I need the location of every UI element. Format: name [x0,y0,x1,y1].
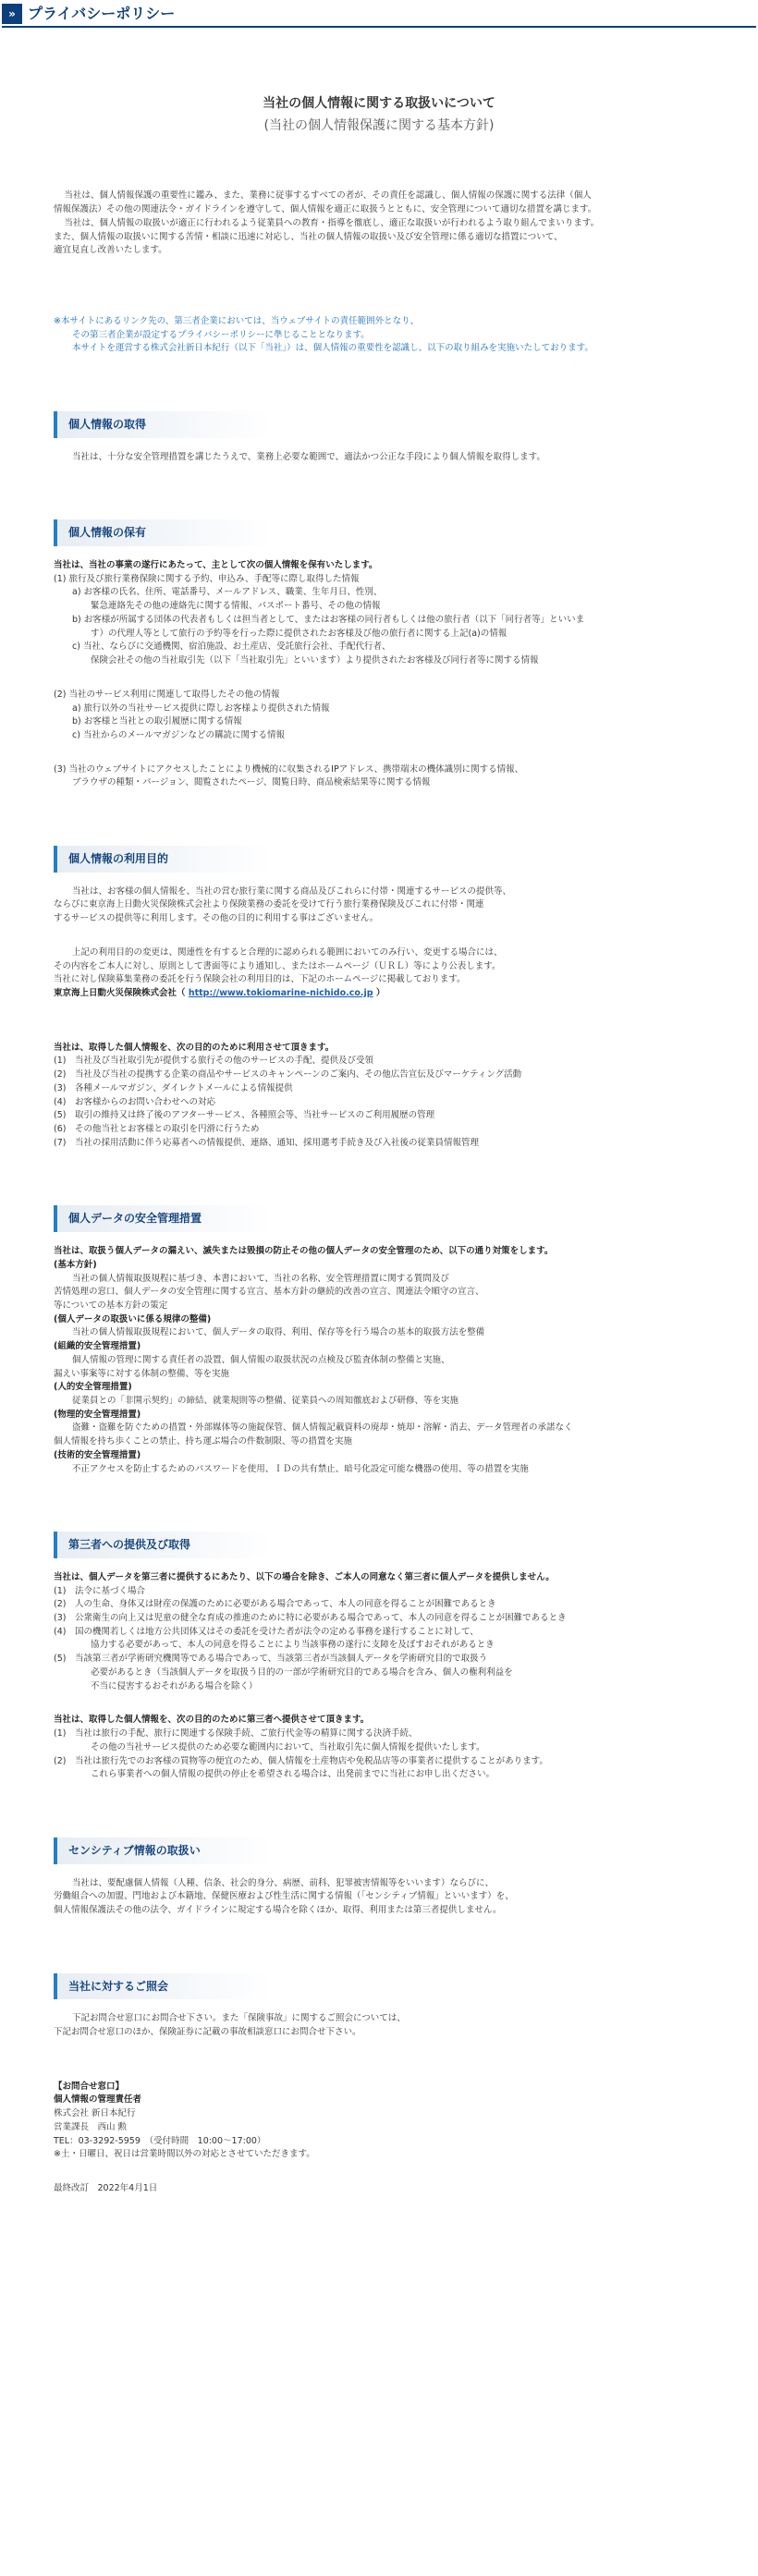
section-title-retention: 個人情報の保有 [54,519,273,546]
section-title-purpose: 個人情報の利用目的 [54,846,273,873]
page-title: プライバシーポリシー [28,4,176,22]
last-updated: 最終改訂 2022年4月1日 [54,2183,158,2194]
intro-paragraph: 当社は、個人情報保護の重要性に鑑み、また、業務に従事するすべての者が、その責任を認識し、個人情報の保護に関する法律（個人 情報保護法）その他の関連法令・ガイドラインを遵守して、個人情報を適正に取扱うとともに、安全管理について適切な措置を講じます。 当社は、個人情報の取扱いが適正に行われるよう従業員への教育・指導を徹底し、適正な取扱いが行われるよう取り組んでまいります。 また、個人情報の取扱いに関する苦情・相談に迅速に対応し、当社の個人情報の取扱い及び安全管理に係る適切な措置について、 適宜見直し改善いたします。 [54,190,600,256]
section-title-sensitive: センシティブ情報の取扱い [54,1837,273,1864]
section-body-retention: 当社は、当社の事業の遂行にあたって、主として次の個人情報を保有いたします。 (1) 旅行及び旅行業務保険に関する予約、申込み、手配等に際し取得した情報 a) お客様の氏名、住所、電話番号、メールアドレス、職業、生年月日、性別、 緊急連絡先その他の連絡先に関する情報、パスポート番号、その他の情報 b) お客様が所属する団体の代表者もしくは担当者として、またはお客様の同行者もしくは他の旅行者（以下「同行者等」といいま す）の代理人等として旅行の予約等を行った際に提供されたお客様及び他の旅行者に関する上記(a)の情報 c) 当社、ならびに交通機関、宿泊施設、お土産店、受託旅行会社、手配代行者、 保険会社その他の当社取引先（以下「当社取引先」といいます）より提供されたお客様及び同行者等に関する情報 (2) 当社のサービス利用に関連して取得したその他の情報 a) 旅行以外の当社サービス提供に際しお客様より提供された情報 b) お客様と当社との取引履歴に関する情報 c) 当社からのメールマガジンなどの購読に関する情報 (3) 当社のウェブサイトにアクセスしたことにより機械的に収集されるIPアドレス、携帯端末の機体識別に関する情報、 ブラウザの種類・バージョン、閲覧されたページ、閲覧日時、商品検索結果等に関する情報 [54,560,585,788]
insurer-line: 東京海上日動火災保険株式会社（ http://www.tokiomarine-nichido.co.jp ） [54,988,385,998]
section-title-third-party: 第三者への提供及び取得 [54,1532,273,1558]
insurer-link[interactable]: http://www.tokiomarine-nichido.co.jp [188,988,373,998]
contact-person: 営業課長 西山 勲 [54,2121,128,2132]
section-body-acquisition: 当社は、十分な安全管理措置を講じたうえで、業務上必要な範囲で、適法かつ公正な手段により個人情報を取得します。 [72,451,545,462]
link-notice: ※本サイトにあるリンク先の、第三者企業においては、当ウェブサイトの責任範囲外となり、 その第三者企業が設定するプライバシーポリシーに準じることとなります。 本サイトを運営する株式会社新日本紀行（以下「当社」）は、個人情報の重要性を認識し、以下の取り組みを実施いたしております。 [54,315,593,354]
section-body-security: 当社は、取扱う個人データの漏えい、滅失または毀損の防止その他の個人データの安全管理のため、以下の通り対策をします。 (基本方針) 当社の個人情報取扱規程に基づき、本書において、当社の名称、安全管理措置に関する質問及び 苦情処理の窓口、個人データの安全管理に関する宣言、基本方針の継続的改善の宣言、関連法令順守の宣言、 等についての基本方針の策定 (個人データの取扱いに係る規律の整備) 当社の個人情報取扱規程において、個人データの取得、利用、保存等を行う場合の基本的取扱方法を整備 (組織的安全管理措置) 個人情報の管理に関する責任者の設置、個人情報の取扱状況の点検及び監査体制の整備と実施、 漏えい事案等に対する体制の整備、等を実施 (人的安全管理措置) 従業員との「非開示契約」の締結、就業規則等の整備、従業員への周知徹底および研修、等を実施 (物理的安全管理措置) 盗難・盗難を防ぐための措置・外部媒体等の施錠保管、個人情報記載資料の廃却・焼却・溶解・消去、データ管理者の承諾なく 個人情報を持ち歩くことの禁止、持ち運ぶ場合の件数制限、等の措置を実施 (技術的安全管理措置) 不正アクセスを防止するためのパスワードを使用、ＩＤの共有禁止、暗号化設定可能な機器の使用、等の措置を実施 [54,1246,573,1474]
page-header [2,2,756,28]
document-title-sub: (当社の個人情報保護に関する基本方針) [263,117,495,133]
contact-role: 個人情報の管理責任者 [54,2094,142,2106]
section-body-third-party: 当社は、個人データを第三者に提供するにあたり、以下の場合を除き、ご本人の同意なく第三者に個人データを提供しません。 (1) 法令に基づく場合 (2) 人の生命、身体又は財産の保護のために必要がある場合であって、本人の同意を得ることが困難であるとき (3) 公衆衛生の向上又は児童の健全な育成の推進のために特に必要がある場合であって、本人の同意を得ることが困難であるとき (4) 国の機関若しくは地方公共団体又はその委託を受けた者が法令の定める事務を遂行することに対して、 協力する必要があって、本人の同意を得ることにより当該事務の遂行に支障を及ぼすおそれがあるとき (5) 当該第三者が学術研究機関等である場合であって、当該第三者が当該個人データを学術研究目的で取扱う 必要があるとき（当該個人データを取扱う目的の一部が学術研究目的である場合を含み、個人の権利利益を 不当に侵害するおそれがある場合を除く） 当社は、取得した個人情報を、次の目的のために第三者へ提供させて頂きます。 (1) 当社は旅行の手配、旅行に関連する保険手続、ご旅行代金等の精算に関する決済手続、 その他の当社サービス提供のため必要な範囲内において、当社取引先に個人情報を提供いたします。 (2) 当社は旅行先でのお客様の買物等の便宜のため、個人情報を土産物店や免税品店等の事業者に提供することがあります。 これら事業者への個人情報の提供の停止を希望される場合は、出発前までに当社にお申し出ください。 [54,1571,567,1780]
contact-company: 株式会社 新日本紀行 [54,2108,136,2119]
contact-note: ※土・日曜日、祝日は営業時間以外の対応とさせていただきます。 [54,2149,315,2160]
section-title-acquisition: 個人情報の取得 [54,411,273,438]
contact-label: 【お問合せ窓口】 [54,2081,125,2092]
section-title-inquiry: 当社に対するご照会 [54,1973,273,2000]
contact-tel: TEL：03-3292-5959 （受付時間 10:00〜17:00） [54,2135,266,2146]
chevron-right-icon: » [2,4,22,24]
contact-block [54,2081,704,2196]
section-body-sensitive: 当社は、要配慮個人情報（人種、信条、社会的身分、病歴、前科、犯罪被害情報等をいいます）ならびに、 労働組合への加盟、門地および本籍地、保健医療および性生活に関する情報（「センシティブ情報」といいます）を、 個人情報保護法その他の法令、ガイドラインに規定する場合を除くほか、取得、利用または第三者提供しません。 [54,1877,514,1915]
document-title-main: 当社の個人情報に関する取扱いについて [263,96,495,111]
section-body-inquiry: 下記お問合せ窓口にお問合せ下さい。また「保険事故」に関するご照会については、 下記お問合せ窓口のほか、保険証券に記載の事故相談窓口にお問合せ下さい。 [54,2013,406,2037]
section-title-security: 個人データの安全管理措置 [54,1205,273,1232]
document-title [0,94,758,136]
section-body-purpose: 当社は、お客様の個人情報を、当社の営む旅行業に関する商品及びこれらに付帯・関連するサービスの提供等、 ならびに東京海上日動火災保険株式会社より保険業務の委託を受けて行う旅行業務保険及びこれに付帯・関連 するサービスの提供等に利用します。その他の目的に利用する事はございません。 上記の利用目的の変更は、関連性を有すると合理的に認められる範囲においてのみ行い、変更する場合には、 その内容をご本人に対し、原則として書面等により通知し、またはホームページ（ＵＲＬ）等により公表します。 当社に対し保険募集業務の委託を行う保険会社の利用目的は、下記のホームページに掲載しております。 東京海上日動火災保険株式会社（ http://www.tokiomarine-nichido.co.jp ） 当社は、取得した個人情報を、次の目的のために利用させて頂きます。 (1) 当社及び当社取引先が提供する旅行その他のサービスの手配、提供及び受領 (2) 当社及び当社の提携する企業の商品やサービスのキャンペーンのご案内、その他広告宣伝及びマーケティング活動 (3) 各種メールマガジン、ダイレクトメールによる情報提供 (4) お客様からのお問い合わせへの対応 (5) 取引の維持又は終了後のアフターサービス、各種照会等、当社サービスのご利用履歴の管理 (6) その他当社とお客様との取引を円滑に行うため (7) 当社の採用活動に伴う応募者への情報提供、連絡、通知、採用選考手続き及び入社後の従業員情報管理 [54,885,704,1151]
